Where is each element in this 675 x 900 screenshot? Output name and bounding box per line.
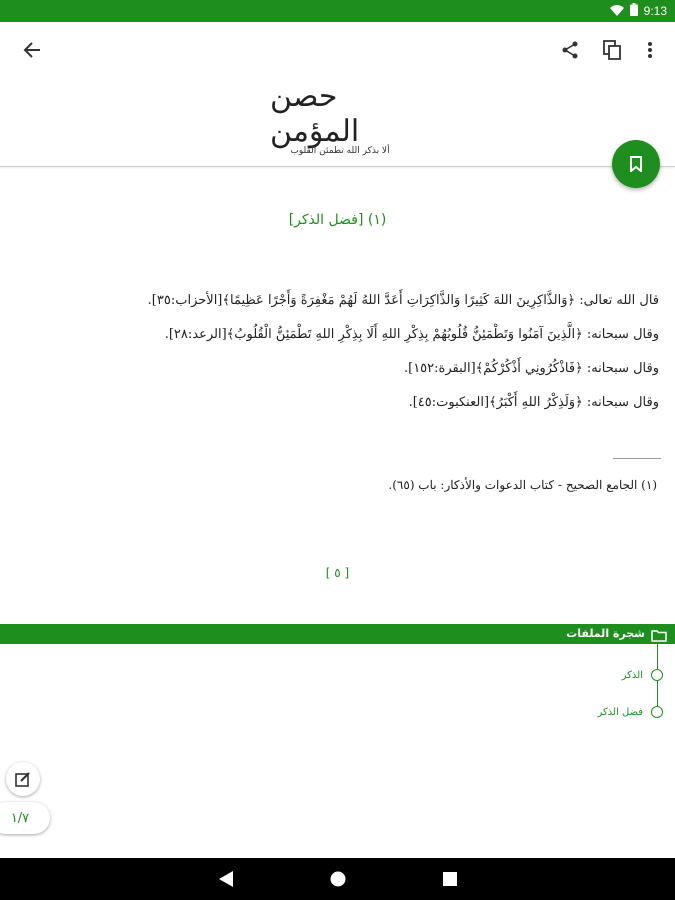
page-number: [ ٥ ]: [325, 566, 350, 580]
bookmark-icon: [629, 156, 643, 172]
copy-button[interactable]: [596, 34, 628, 66]
page-indicator[interactable]: ١/٧: [0, 802, 50, 834]
back-button[interactable]: [16, 34, 48, 66]
more-options-button[interactable]: [634, 34, 666, 66]
wifi-icon: [610, 4, 624, 19]
book-header: [0, 78, 675, 167]
file-tree-title: شجرة الملفات: [566, 627, 645, 640]
edit-icon: [15, 771, 31, 787]
footnote: (١) الجامع الصحيح - كتاب الدعوات والأذكار: باب (٦٥).: [388, 478, 657, 492]
nav-back-icon: [219, 871, 233, 887]
body-text: [14, 284, 659, 420]
nav-recents-icon: [443, 872, 457, 886]
status-bar: [0, 0, 675, 22]
verse-paragraph: وقال سبحانه: ﴿فَاذْكُرُونِي أَذْكُرْكُمْ﴾[البقرة:١٥٢].: [403, 361, 659, 376]
section-title: [فضل الذكر] (١): [288, 212, 387, 228]
footnote-divider: [613, 458, 661, 459]
bookmark-button[interactable]: [612, 140, 660, 188]
file-tree: [0, 644, 675, 784]
tree-node-icon[interactable]: [651, 706, 663, 718]
share-button[interactable]: [554, 34, 586, 66]
share-icon: [561, 41, 579, 59]
nav-recents-button[interactable]: [440, 869, 460, 889]
file-tree-header[interactable]: [0, 624, 675, 644]
tree-item-label[interactable]: الذكر: [621, 670, 643, 681]
copy-icon: [603, 40, 621, 60]
battery-icon: [630, 3, 638, 19]
logo: حصن المؤمن: [270, 79, 360, 149]
verse-paragraph: قال الله تعالى: ﴿وَالذَّاكِرِينَ اللهَ كَثِيرًا وَالذَّاكِرَاتِ أَعَدَّ اللهُ لَهُمْ مَغْفِرَةً وَأَجْرًا عَظِيمًا﴾[الأحزاب:٣٥].: [147, 293, 659, 308]
status-time: 9:13: [643, 4, 667, 18]
tagline: ألا بذكر الله تطمئن القلوب: [290, 146, 390, 156]
tree-node-icon[interactable]: [651, 669, 663, 681]
nav-home-icon: [330, 871, 346, 887]
verse-paragraph: وقال سبحانه: ﴿وَلَذِكْرُ اللهِ أَكْبَرُ﴾[العنكبوت:٤٥].: [408, 395, 659, 410]
tree-item-label[interactable]: فضل الذكر: [597, 707, 643, 718]
toolbar: [0, 22, 675, 78]
nav-back-button[interactable]: [216, 869, 236, 889]
edit-note-button[interactable]: [6, 762, 40, 796]
system-nav-bar: [0, 858, 675, 900]
more-vert-icon: [647, 41, 653, 59]
nav-home-button[interactable]: [328, 869, 348, 889]
verse-paragraph: وقال سبحانه: ﴿الَّذِينَ آمَنُوا وَتَطْمَئِنُّ قُلُوبُهُمْ بِذِكْرِ اللهِ أَلَا بِذِكْرِ اللهِ تَطْمَئِنُّ الْقُلُوبُ﴾[الرعد:٢٨].: [164, 327, 659, 342]
arrow-back-icon: [23, 41, 41, 59]
